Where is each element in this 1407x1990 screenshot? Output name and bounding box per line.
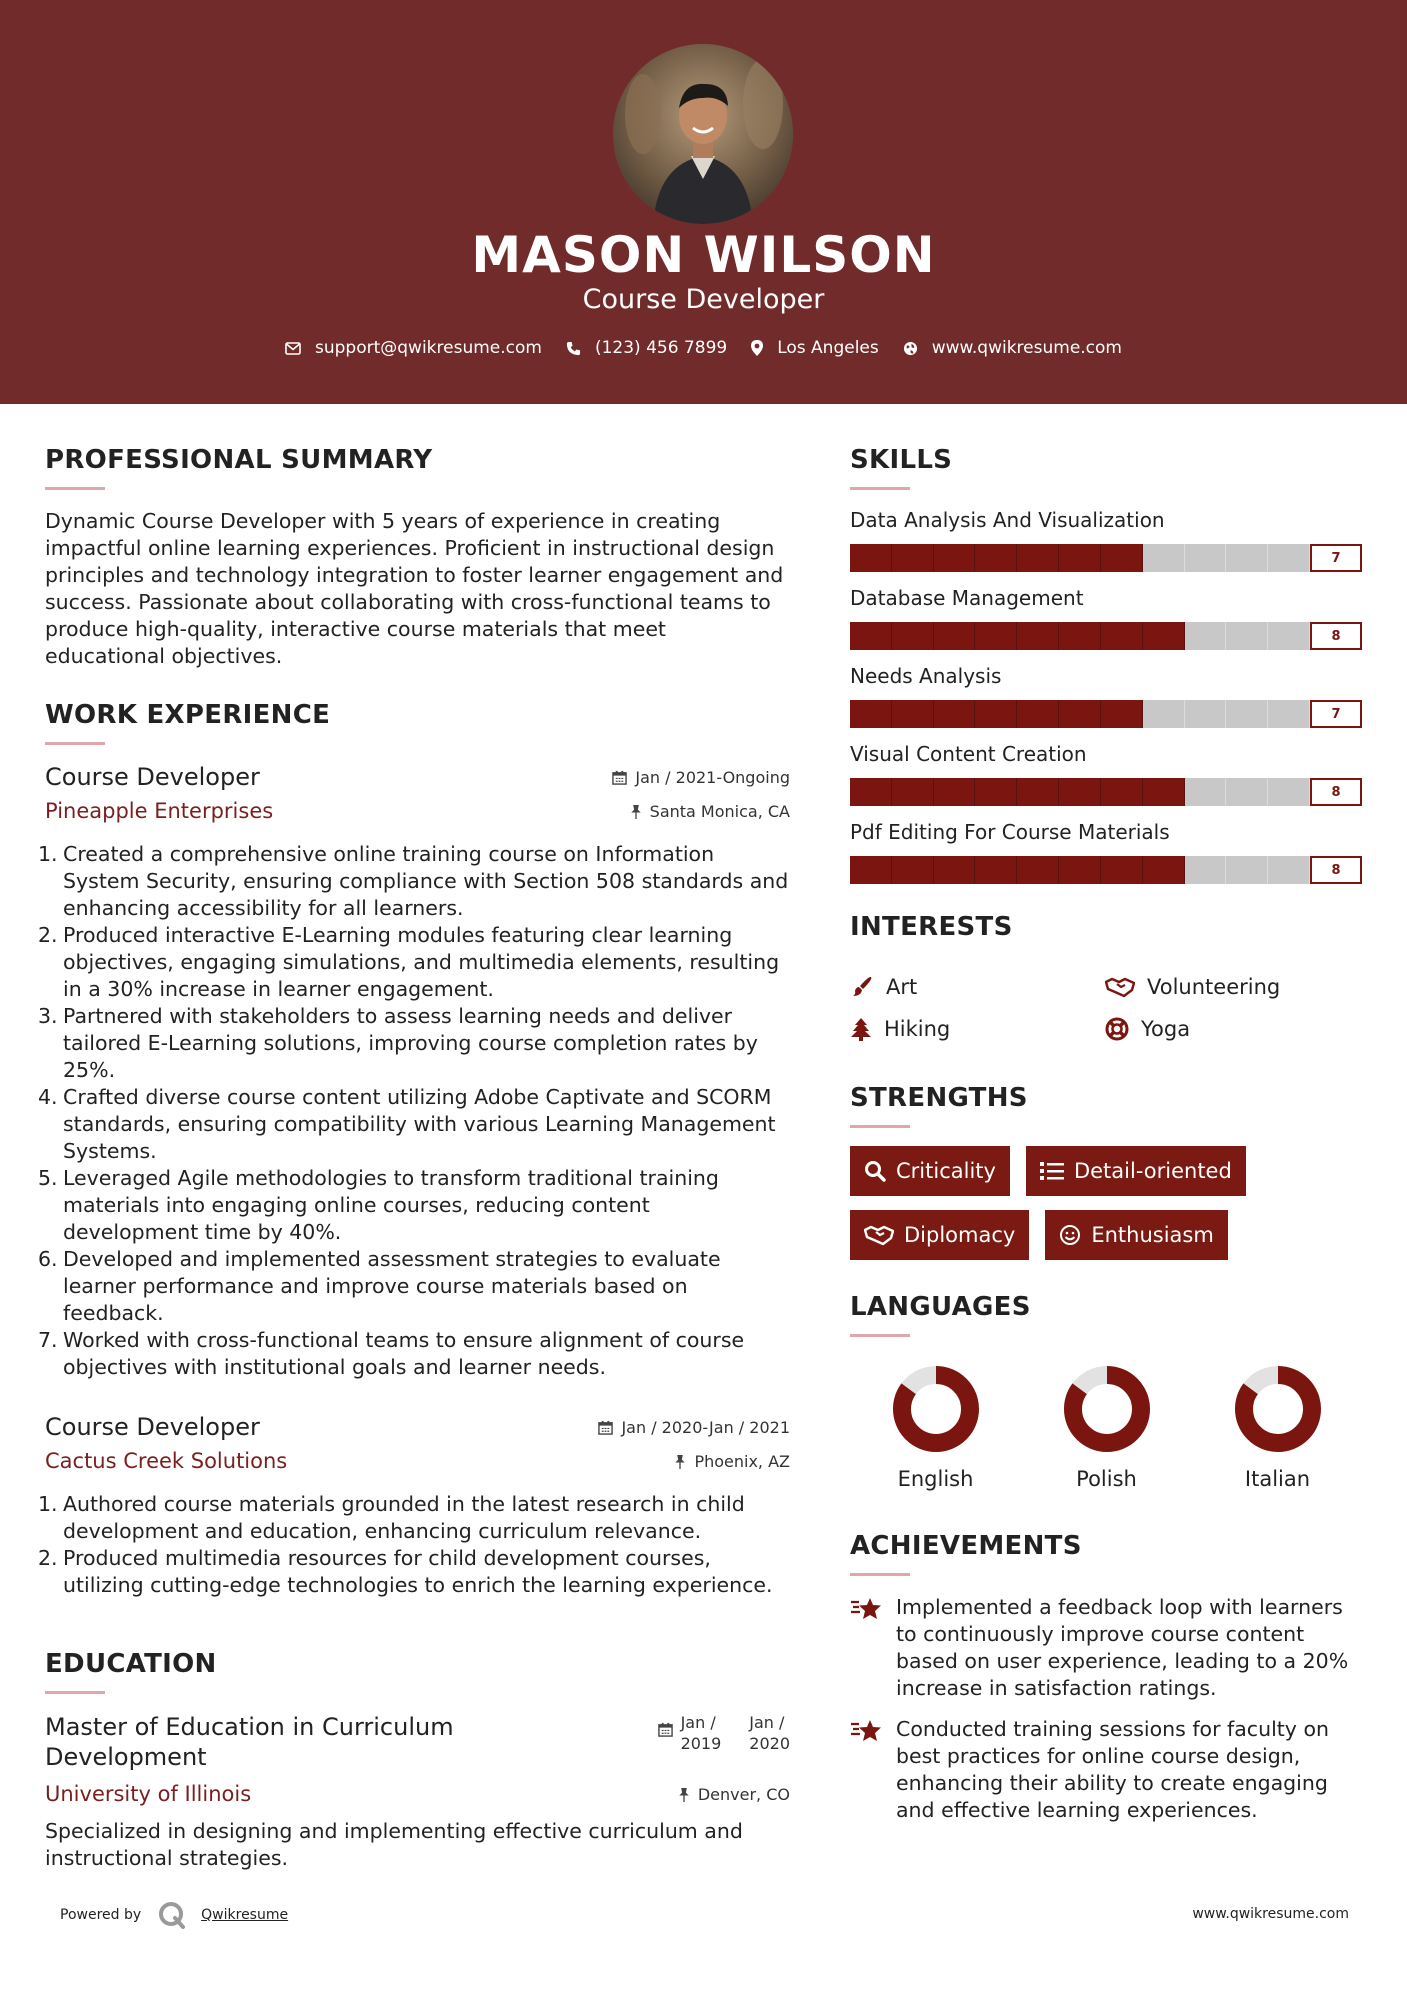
section-title-strengths: STRENGTHS xyxy=(850,1083,1028,1113)
interest-item: Volunteering xyxy=(1105,975,1360,999)
skill-segment xyxy=(975,856,1017,884)
list-item: 3. Partnered with stakeholders to assess learning needs and deliver tailored E-Learning solutions, improving course completion rates by 25%. xyxy=(38,1004,758,1082)
section-underline xyxy=(850,954,910,957)
interests-section xyxy=(850,912,1365,1041)
skill-segment xyxy=(1268,700,1310,728)
contact-website[interactable] xyxy=(903,338,1122,358)
skill-item xyxy=(850,820,1365,884)
skill-bar xyxy=(850,856,1365,884)
skill-segment xyxy=(1226,778,1268,806)
language-donut xyxy=(1234,1365,1322,1453)
search-icon xyxy=(864,1160,886,1182)
pushpin-icon xyxy=(674,1454,686,1469)
skill-segment xyxy=(1268,856,1310,884)
skill-item xyxy=(850,586,1365,650)
skill-segment xyxy=(1143,700,1185,728)
job-entry xyxy=(38,1413,790,1599)
skill-segment xyxy=(850,778,892,806)
job-bullets xyxy=(38,841,790,1381)
skill-bar xyxy=(850,778,1365,806)
skill-item xyxy=(850,664,1365,728)
interests-grid xyxy=(850,975,1365,1041)
skill-score: 8 xyxy=(1310,778,1362,806)
job-title: Course Developer xyxy=(45,1413,260,1441)
pushpin-icon xyxy=(630,804,642,819)
skill-segment xyxy=(975,700,1017,728)
skill-segment xyxy=(975,622,1017,650)
skill-segment xyxy=(892,622,934,650)
person-photo-icon xyxy=(613,44,793,224)
skill-segment xyxy=(1017,622,1059,650)
star-trophy-icon xyxy=(850,1596,884,1622)
interest-item: Yoga xyxy=(1105,1017,1360,1041)
contact-phone[interactable] xyxy=(566,338,727,358)
skill-bar xyxy=(850,700,1365,728)
education-section xyxy=(45,1649,790,1872)
location-text: Los Angeles xyxy=(777,338,879,358)
skill-segment xyxy=(934,778,976,806)
skill-bar xyxy=(850,622,1365,650)
qwikresume-logo-icon xyxy=(157,1900,187,1930)
list-item: 1. Created a comprehensive online training course on Information System Security, ensuring compliance with Section 508 standards and enhancing accessibility for all learners. xyxy=(38,842,789,920)
phone-icon xyxy=(566,341,581,356)
skill-segment xyxy=(934,622,976,650)
interest-item: Hiking xyxy=(850,1017,1105,1041)
achievement-item: Conducted training sessions for faculty on best practices for online course design, enhancing their ability to create engaging and effective learning experiences. xyxy=(850,1716,1365,1824)
handshake-icon xyxy=(864,1224,894,1246)
list-item: 2. Produced interactive E-Learning modules featuring clear learning objectives, engaging simulations, and multimedia elements, resulting in a 30% increase in learner engagement. xyxy=(38,923,780,1001)
smile-icon xyxy=(1059,1224,1081,1246)
section-title-experience: WORK EXPERIENCE xyxy=(45,700,331,730)
skill-score: 8 xyxy=(1310,622,1362,650)
contact-bar xyxy=(0,338,1407,358)
skill-segment xyxy=(892,544,934,572)
section-title-languages: LANGUAGES xyxy=(850,1292,1031,1322)
skill-segment xyxy=(1268,544,1310,572)
skill-item xyxy=(850,508,1365,572)
skill-item xyxy=(850,742,1365,806)
list-item: 1. Authored course materials grounded in the latest research in child development and education, enhancing curriculum relevance. xyxy=(38,1492,745,1543)
summary-section xyxy=(45,445,790,670)
skill-bar xyxy=(850,544,1365,572)
skill-name: Data Analysis And Visualization xyxy=(850,508,1165,532)
skill-segment xyxy=(850,700,892,728)
education-dates: Jan / 2019 Jan / 2020 xyxy=(658,1712,790,1754)
skill-segment xyxy=(1059,544,1101,572)
candidate-title: Course Developer xyxy=(582,284,825,315)
strength-tag: Enthusiasm xyxy=(1045,1210,1227,1260)
education-description: Specialized in designing and implementing effective curriculum and instructional strategies. xyxy=(45,1819,743,1870)
email-text: support@qwikresume.com xyxy=(315,338,542,358)
strength-tag: Detail-oriented xyxy=(1026,1146,1246,1196)
footer-url[interactable]: www.qwikresume.com xyxy=(1192,1906,1349,1922)
job-location: Santa Monica, CA xyxy=(630,802,790,821)
degree-title: Master of Education in Curriculum Development xyxy=(45,1713,454,1771)
calendar-icon xyxy=(612,770,627,785)
skill-segment xyxy=(1268,622,1310,650)
skill-segment xyxy=(975,778,1017,806)
website-text: www.qwikresume.com xyxy=(931,338,1122,358)
skill-segment xyxy=(1101,856,1143,884)
list-item: 7. Worked with cross-functional teams to ensure alignment of course objectives with institutional goals and learner needs. xyxy=(38,1328,745,1379)
section-underline xyxy=(850,487,910,490)
section-title-education: EDUCATION xyxy=(45,1649,217,1679)
footer-brand-link[interactable]: Qwikresume xyxy=(201,1907,289,1923)
achievements-section xyxy=(850,1531,1365,1824)
skill-name: Database Management xyxy=(850,586,1084,610)
language-item xyxy=(850,1365,1021,1491)
skill-segment xyxy=(892,778,934,806)
section-underline xyxy=(850,1573,910,1576)
list-item: 5. Leveraged Agile methodologies to transform traditional training materials into engaging online courses, reducing content development time by 40%. xyxy=(38,1166,719,1244)
language-donut xyxy=(892,1365,980,1453)
skill-segment xyxy=(1185,544,1227,572)
pushpin-icon xyxy=(678,1787,690,1802)
section-title-summary: PROFESSIONAL SUMMARY xyxy=(45,445,433,475)
school-name: University of Illinois xyxy=(45,1782,252,1806)
handshake-icon xyxy=(1105,976,1135,998)
job-location: Phoenix, AZ xyxy=(674,1452,790,1471)
skill-segment xyxy=(1226,856,1268,884)
skill-segment xyxy=(1185,700,1227,728)
skill-segment xyxy=(1226,544,1268,572)
skill-segment xyxy=(1268,778,1310,806)
job-bullets xyxy=(38,1491,790,1599)
profile-photo xyxy=(613,44,793,224)
tree-icon xyxy=(850,1017,872,1041)
skill-segment xyxy=(934,544,976,572)
skill-segment xyxy=(934,856,976,884)
skill-segment xyxy=(1185,778,1227,806)
skill-name: Pdf Editing For Course Materials xyxy=(850,820,1170,844)
skill-segment xyxy=(1101,778,1143,806)
skill-segment xyxy=(1059,856,1101,884)
skill-segment xyxy=(1017,700,1059,728)
language-item xyxy=(1021,1365,1192,1491)
language-name: English xyxy=(897,1467,974,1491)
section-underline xyxy=(45,487,105,490)
section-underline xyxy=(45,1691,105,1694)
map-pin-icon xyxy=(751,340,763,356)
section-title-achievements: ACHIEVEMENTS xyxy=(850,1531,1082,1561)
skill-segment xyxy=(1101,700,1143,728)
summary-text: Dynamic Course Developer with 5 years of experience in creating impactful online learning experiences. Proficient in instructional design principles and technology integration to foster learner engagement and success. Passionate about collaborating with cross-functional teams to produce high-quality, interactive course materials that meet educational objectives. xyxy=(45,509,784,668)
job-company: Pineapple Enterprises xyxy=(45,799,274,823)
job-date: Jan / 2020-Jan / 2021 xyxy=(598,1418,790,1437)
education-location: Denver, CO xyxy=(678,1785,790,1804)
skill-segment xyxy=(892,700,934,728)
job-date: Jan / 2021-Ongoing xyxy=(612,768,790,787)
left-column xyxy=(38,445,790,1872)
experience-section xyxy=(38,700,790,1599)
right-column xyxy=(850,445,1365,1838)
strength-tag: Criticality xyxy=(850,1146,1010,1196)
skill-segment xyxy=(1226,700,1268,728)
skill-name: Needs Analysis xyxy=(850,664,1002,688)
languages-list xyxy=(850,1365,1365,1491)
skill-segment xyxy=(850,856,892,884)
calendar-icon xyxy=(598,1420,613,1435)
skill-segment xyxy=(1185,856,1227,884)
skill-segment xyxy=(1101,622,1143,650)
skill-segment xyxy=(1143,622,1185,650)
skill-segment xyxy=(1185,622,1227,650)
skills-section xyxy=(850,445,1365,884)
skill-segment xyxy=(1017,856,1059,884)
job-company: Cactus Creek Solutions xyxy=(45,1449,288,1473)
phone-text: (123) 456 7899 xyxy=(594,338,728,358)
language-name: Polish xyxy=(1076,1467,1137,1491)
skill-score: 7 xyxy=(1310,700,1362,728)
resume-header xyxy=(0,0,1407,404)
skill-segment xyxy=(1059,700,1101,728)
strengths-section xyxy=(850,1083,1365,1260)
achievement-item: Implemented a feedback loop with learners to continuously improve course content based on user experience, leading to a 20% increase in satisfaction ratings. xyxy=(850,1594,1365,1702)
candidate-name: MASON WILSON xyxy=(471,226,936,284)
list-item: 2. Produced multimedia resources for child development courses, utilizing cutting-edge technologies to enrich the learning experience. xyxy=(38,1546,773,1597)
section-underline xyxy=(850,1334,910,1337)
section-underline xyxy=(850,1125,910,1128)
skill-score: 7 xyxy=(1310,544,1362,572)
footer-powered-by: Powered by Qwikresume xyxy=(60,1900,288,1930)
skills-list xyxy=(850,508,1365,884)
skill-segment xyxy=(1017,544,1059,572)
envelope-icon xyxy=(285,342,301,355)
skill-score: 8 xyxy=(1310,856,1362,884)
contact-location xyxy=(751,338,879,358)
section-title-interests: INTERESTS xyxy=(850,912,1013,942)
language-donut xyxy=(1063,1365,1151,1453)
language-name: Italian xyxy=(1244,1467,1311,1491)
section-underline xyxy=(45,742,105,745)
skill-segment xyxy=(850,544,892,572)
calendar-icon xyxy=(658,1722,673,1737)
globe-icon xyxy=(903,341,918,356)
skill-segment xyxy=(1143,856,1185,884)
strength-tags xyxy=(850,1146,1365,1260)
paintbrush-icon xyxy=(850,975,874,999)
star-trophy-icon xyxy=(850,1718,884,1744)
skill-segment xyxy=(975,544,1017,572)
interest-item: Art xyxy=(850,975,1105,999)
section-title-skills: SKILLS xyxy=(850,445,953,475)
skill-segment xyxy=(892,856,934,884)
skill-segment xyxy=(1059,778,1101,806)
skill-segment xyxy=(1226,622,1268,650)
skill-segment xyxy=(1017,778,1059,806)
skill-segment xyxy=(1143,544,1185,572)
contact-email[interactable] xyxy=(285,338,542,358)
skill-segment xyxy=(934,700,976,728)
skill-name: Visual Content Creation xyxy=(850,742,1087,766)
job-entry xyxy=(38,763,790,1381)
skill-segment xyxy=(850,622,892,650)
list-item: 4. Crafted diverse course content utilizing Adobe Captivate and SCORM standards, ensuring compatibility with various Learning Management Systems. xyxy=(38,1085,776,1163)
list-icon xyxy=(1040,1161,1064,1181)
skill-segment xyxy=(1059,622,1101,650)
job-title: Course Developer xyxy=(45,763,260,791)
language-item xyxy=(1192,1365,1363,1491)
languages-section xyxy=(850,1292,1365,1491)
skill-segment xyxy=(1101,544,1143,572)
skill-segment xyxy=(1143,778,1185,806)
strength-tag: Diplomacy xyxy=(850,1210,1029,1260)
list-item: 6. Developed and implemented assessment strategies to evaluate learner performance and improve course materials based on feedback. xyxy=(38,1247,721,1325)
lifering-icon xyxy=(1105,1017,1129,1041)
